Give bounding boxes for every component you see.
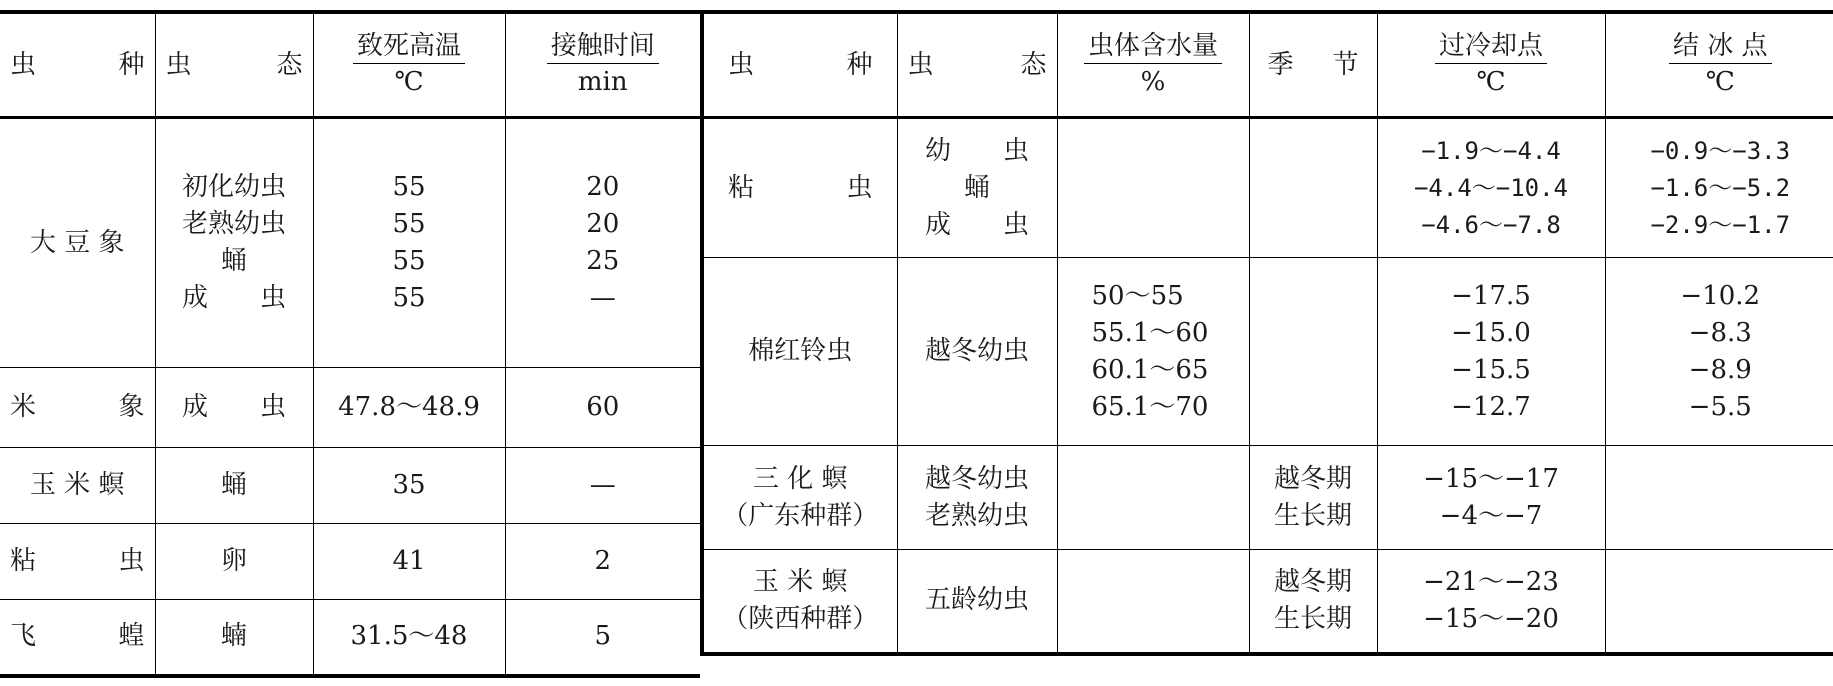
stage-cell: 初化幼虫 老熟幼虫 蛹 成 虫	[155, 118, 313, 368]
supercooling-cell: −1.9～−4.4 −4.4～−10.4 −4.6～−7.8	[1377, 118, 1605, 258]
temperature-cell: 47.8～48.9	[313, 368, 505, 448]
species-cell: 玉 米 螟 （陕西种群）	[702, 550, 897, 654]
header-supercooling-point: $\frac{\text{过冷却点}}{℃}$	[1377, 12, 1605, 118]
supercooling-cell: −15～−17 −4～−7	[1377, 446, 1605, 550]
stage-cell: 卵	[155, 524, 313, 600]
header-species: 虫 种	[0, 12, 155, 118]
table-row	[702, 550, 1833, 654]
stage-cell: 蝻	[155, 600, 313, 676]
time-cell: —	[505, 448, 700, 524]
stage-cell: 越冬幼虫	[897, 258, 1057, 446]
water-cell: 50～55 55.1～60 60.1～65 65.1～70	[1057, 258, 1249, 446]
stage-cell: 蛹	[155, 448, 313, 524]
freezing-cell	[1605, 446, 1833, 550]
species-cell: 三 化 螟 （广东种群）	[702, 446, 897, 550]
header-stage: 虫 态	[897, 12, 1057, 118]
header-row	[702, 12, 1833, 118]
table-row	[702, 258, 1833, 446]
temperature-cell: 31.5～48	[313, 600, 505, 676]
freezing-cell: −0.9～−3.3 −1.6～−5.2 −2.9～−1.7	[1605, 118, 1833, 258]
table-row	[0, 448, 700, 524]
time-cell: 60	[505, 368, 700, 448]
season-cell: 越冬期 生长期	[1249, 446, 1377, 550]
time-cell: 5	[505, 600, 700, 676]
header-contact-time: $\frac{\text{接触时间}}{\min}$	[505, 12, 700, 118]
stage-cell: 五龄幼虫	[897, 550, 1057, 654]
table-row	[0, 368, 700, 448]
table-row	[0, 118, 700, 368]
header-row	[0, 12, 700, 118]
supercooling-table	[700, 10, 1833, 656]
header-stage: 虫 态	[155, 12, 313, 118]
water-cell	[1057, 446, 1249, 550]
table-row	[0, 524, 700, 600]
temperature-cell: 41	[313, 524, 505, 600]
species-cell: 棉红铃虫	[702, 258, 897, 446]
header-lethal-temperature: $\frac{\text{致死高温}}{℃}$	[313, 12, 505, 118]
supercooling-cell: −21～−23 −15～−20	[1377, 550, 1605, 654]
temperature-cell: 35	[313, 448, 505, 524]
species-cell: 粘 虫	[0, 524, 155, 600]
stage-cell: 幼 虫 蛹 成 虫	[897, 118, 1057, 258]
freezing-cell	[1605, 550, 1833, 654]
header-season: 季 节	[1249, 12, 1377, 118]
time-cell: 2	[505, 524, 700, 600]
species-cell: 玉 米 螟	[0, 448, 155, 524]
supercooling-cell: −17.5 −15.0 −15.5 −12.7	[1377, 258, 1605, 446]
header-water-content: $\frac{\text{虫体含水量}}{\%}$	[1057, 12, 1249, 118]
species-cell: 粘 虫	[702, 118, 897, 258]
table-row	[702, 446, 1833, 550]
temperature-cell: 55 55 55 55	[313, 118, 505, 368]
table-row	[0, 600, 700, 676]
freezing-cell: −10.2 −8.3 −8.9 −5.5	[1605, 258, 1833, 446]
species-cell: 飞 蝗	[0, 600, 155, 676]
species-cell: 大 豆 象	[29, 227, 125, 258]
header-species: 虫 种	[702, 12, 897, 118]
water-cell	[1057, 118, 1249, 258]
species-cell: 米 象	[0, 368, 155, 448]
time-cell: 20 20 25 —	[505, 118, 700, 368]
season-cell	[1249, 118, 1377, 258]
header-freezing-point: $\frac{\text{结 冰 点}}{℃}$	[1605, 12, 1833, 118]
lethal-temperature-table	[0, 10, 700, 678]
water-cell	[1057, 550, 1249, 654]
table-row	[702, 118, 1833, 258]
stage-cell: 成 虫	[155, 368, 313, 448]
season-cell	[1249, 258, 1377, 446]
stage-cell: 越冬幼虫 老熟幼虫	[897, 446, 1057, 550]
season-cell: 越冬期 生长期	[1249, 550, 1377, 654]
